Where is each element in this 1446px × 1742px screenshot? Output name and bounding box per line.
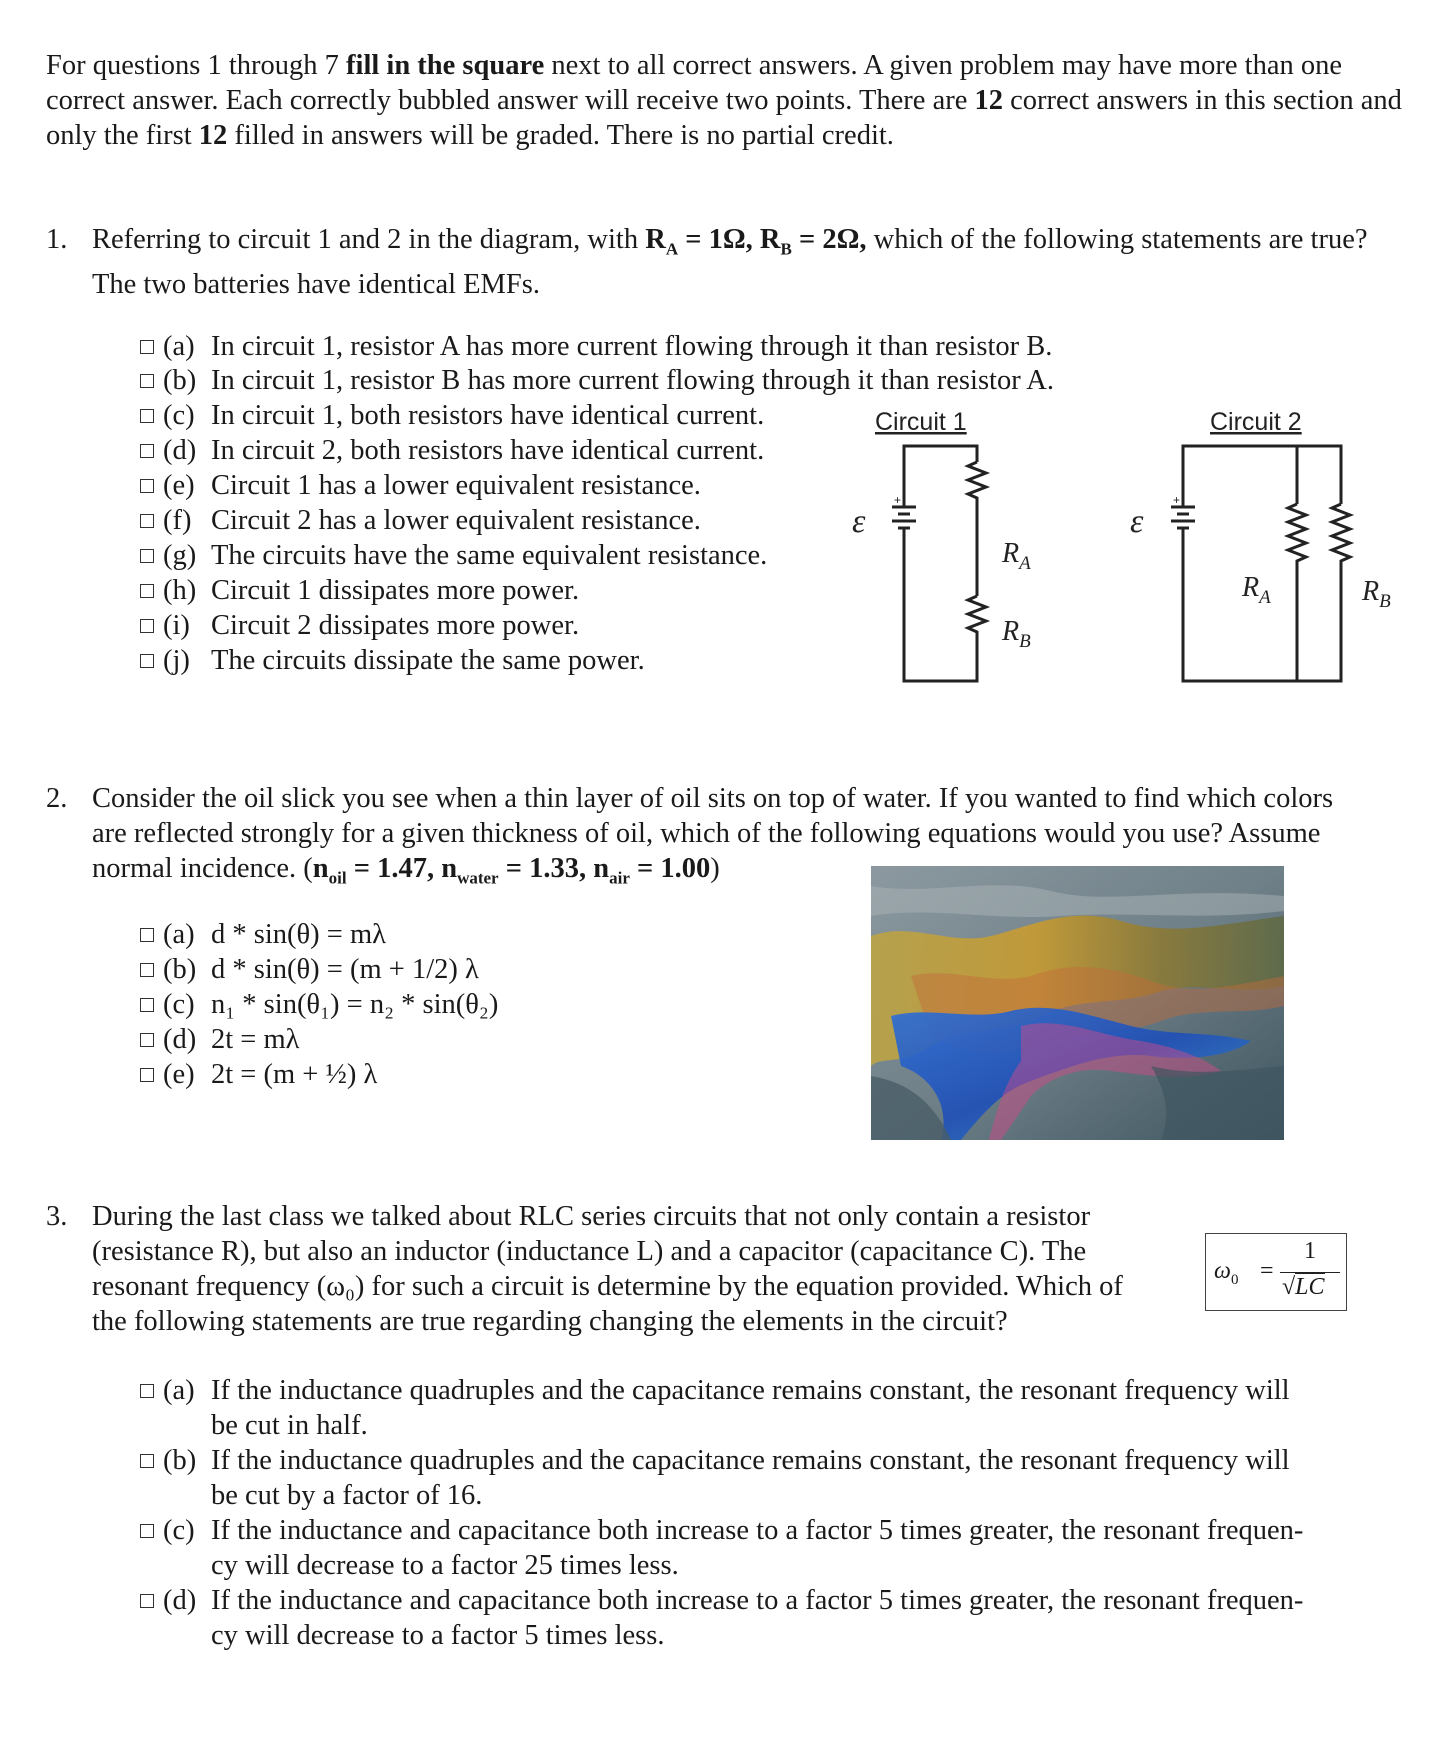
q1-option-d[interactable]	[140, 433, 764, 468]
checkbox-square[interactable]	[140, 374, 154, 388]
checkbox-square[interactable]	[140, 1524, 154, 1538]
svg-text:+: +	[1173, 493, 1181, 507]
resistor-b-circuit2	[1332, 504, 1350, 568]
option-text: n₁ * sin(θ₁) = n₂ * sin(θ₂)	[211, 989, 499, 1020]
formula-denominator: √LC	[1282, 1274, 1325, 1300]
formula-equals: =	[1260, 1258, 1274, 1284]
question-2-text-part: Consider the oil slick you see when a thin layer of oil sits on top of water. If you wanted to find which colors are reflected strongly for a given thickness of oil, which of the following equations would you use? Assume normal incidence. (	[92, 783, 1334, 884]
option-text: Circuit 1 dissipates more power.	[211, 575, 580, 606]
instructions-text: For questions 1 through 7	[46, 50, 347, 81]
n-air-value: = 1.00	[629, 853, 711, 884]
option-text: If the inductance and capacitance both increase to a factor 5 times greater, the resonant frequen-	[211, 1515, 1304, 1546]
question-3-number: 3.	[46, 1201, 68, 1232]
checkbox-square[interactable]	[140, 998, 154, 1012]
option-text: In circuit 1, resistor B has more current flowing through it than resistor A.	[211, 365, 1054, 396]
option-label: (b)	[163, 1445, 197, 1476]
label-ra-circuit1: $R_A$	[1002, 538, 1031, 574]
resistor-a-circuit2	[1288, 504, 1306, 568]
n-water-value: = 1.33,	[498, 853, 594, 884]
option-text: The circuits have the same equivalent resistance.	[211, 540, 768, 571]
n-oil-subscript: oil	[328, 868, 347, 888]
option-text: Circuit 2 has a lower equivalent resistance.	[211, 505, 701, 536]
checkbox-square[interactable]	[140, 1594, 154, 1608]
formula-lhs: $\omega_0$	[1214, 1258, 1239, 1288]
emf-symbol-circuit2: ε	[1130, 503, 1144, 540]
option-text: If the inductance and capacitance both increase to a factor 5 times greater, the resonant frequen-	[211, 1585, 1304, 1616]
option-label: (j)	[163, 645, 190, 676]
option-label: (g)	[163, 540, 197, 571]
n-air-subscript: air	[609, 868, 630, 888]
option-label: (c)	[163, 989, 195, 1020]
oil-slick-photo	[871, 866, 1284, 1140]
option-text: The circuits dissipate the same power.	[211, 645, 645, 676]
ra-subscript: A	[665, 239, 679, 259]
option-text-continued: cy will decrease to a factor 25 times less.	[211, 1550, 679, 1581]
checkbox-square[interactable]	[140, 584, 154, 598]
n-oil-value: = 1.47,	[346, 853, 442, 884]
question-1-text-part: which of the following statements are true? The two batteries have identical EMFs.	[92, 224, 1368, 300]
q1-option-h[interactable]	[140, 573, 579, 608]
option-text: 2t = (m + ½) λ	[211, 1059, 378, 1090]
q1-option-e[interactable]	[140, 468, 701, 503]
question-2-text-part: )	[710, 853, 720, 884]
option-label: (d)	[163, 1585, 197, 1616]
checkbox-square[interactable]	[140, 479, 154, 493]
question-2-number: 2.	[46, 783, 68, 814]
q2-option-c[interactable]	[140, 987, 498, 1022]
checkbox-square[interactable]	[140, 409, 154, 423]
rb-symbol: R	[759, 224, 781, 255]
resistor-a-circuit1	[968, 462, 986, 502]
q3-option-a[interactable]	[140, 1373, 1400, 1443]
option-label: (b)	[163, 365, 197, 396]
option-label: (i)	[163, 610, 190, 641]
option-text-continued: be cut by a factor of 16.	[211, 1480, 483, 1511]
instructions-text: filled in answers will be graded. There is no partial credit.	[227, 120, 894, 151]
instructions-text: next to all correct answers. A given problem may have more than one correct answer. Each correctly bubbled answer will receive two points. There are	[46, 50, 1343, 116]
option-label: (h)	[163, 575, 197, 606]
instructions-bold: 12	[974, 85, 1003, 116]
checkbox-square[interactable]	[140, 1068, 154, 1082]
option-text: d * sin(θ) = mλ	[211, 919, 386, 950]
emf-symbol-circuit1: ε	[852, 503, 866, 540]
option-text-continued: cy will decrease to a factor 5 times less.	[211, 1620, 665, 1651]
resonant-frequency-formula	[1205, 1233, 1347, 1311]
question-1-number: 1.	[46, 224, 68, 255]
option-label: (f)	[163, 505, 192, 536]
option-text: Circuit 2 dissipates more power.	[211, 610, 580, 641]
option-label: (e)	[163, 470, 195, 501]
option-text-continued: be cut in half.	[211, 1410, 368, 1441]
q1-option-j[interactable]	[140, 643, 645, 678]
checkbox-square[interactable]	[140, 549, 154, 563]
option-text: 2t = mλ	[211, 1024, 300, 1055]
q2-option-d[interactable]	[140, 1022, 299, 1057]
circuit-2-title: Circuit 2	[1210, 408, 1302, 436]
n-air-symbol: n	[593, 853, 610, 884]
q1-option-b[interactable]	[140, 363, 1054, 398]
q1-option-a[interactable]	[140, 329, 1052, 364]
label-rb-circuit2: $R_B$	[1362, 576, 1391, 612]
q3-option-c[interactable]	[140, 1513, 1400, 1583]
option-label: (d)	[163, 435, 197, 466]
checkbox-square[interactable]	[140, 1454, 154, 1468]
checkbox-square[interactable]	[140, 340, 154, 354]
option-text: If the inductance quadruples and the capacitance remains constant, the resonant frequency will	[211, 1445, 1290, 1476]
ra-symbol: R	[645, 224, 666, 255]
circuit-diagram	[810, 408, 1410, 700]
option-label: (d)	[163, 1024, 197, 1055]
option-text: In circuit 1, both resistors have identical current.	[211, 400, 765, 431]
q3-option-d[interactable]	[140, 1583, 1400, 1653]
formula-numerator: 1	[1304, 1238, 1316, 1264]
option-label: (c)	[163, 400, 195, 431]
checkbox-square[interactable]	[140, 928, 154, 942]
instructions-bold: 12	[198, 120, 228, 151]
option-text: Circuit 1 has a lower equivalent resistance.	[211, 470, 701, 501]
rb-subscript: B	[780, 239, 792, 259]
option-label: (a)	[163, 919, 195, 950]
question-1-text	[92, 222, 1392, 302]
ra-value: = 1Ω,	[678, 224, 760, 255]
q1-option-f[interactable]	[140, 503, 701, 538]
option-text: In circuit 1, resistor A has more current flowing through it than resistor B.	[211, 331, 1053, 362]
checkbox-square[interactable]	[140, 1384, 154, 1398]
label-ra-circuit2: $R_A$	[1242, 572, 1271, 608]
instructions-paragraph	[46, 48, 1406, 153]
option-label: (a)	[163, 331, 195, 362]
checkbox-square[interactable]	[140, 1033, 154, 1047]
option-text: In circuit 2, both resistors have identical current.	[211, 435, 765, 466]
option-label: (e)	[163, 1059, 195, 1090]
checkbox-square[interactable]	[140, 619, 154, 633]
checkbox-square[interactable]	[140, 514, 154, 528]
checkbox-square[interactable]	[140, 963, 154, 977]
question-1-text-part: Referring to circuit 1 and 2 in the diagram, with	[92, 224, 646, 255]
circuit-1-title: Circuit 1	[875, 408, 967, 436]
n-water-subscript: water	[457, 868, 499, 888]
q3-option-b[interactable]	[140, 1443, 1400, 1513]
option-label: (a)	[163, 1375, 195, 1406]
question-3-text: During the last class we talked about RLC series circuits that not only contain a resistor (resistance R), but also an inductor (inductance L) and a capacitor (capacitance C). The resonant frequency (ω₀) for such a circuit is determine by the equation provided. Which of the following statements are true regarding changing the elements in the circuit?	[92, 1201, 1123, 1337]
checkbox-square[interactable]	[140, 654, 154, 668]
rb-value: = 2Ω,	[791, 224, 867, 255]
option-text: d * sin(θ) = (m + 1/2) λ	[211, 954, 479, 985]
q1-option-g[interactable]	[140, 538, 767, 573]
q2-option-b[interactable]	[140, 952, 479, 987]
n-oil-symbol: n	[312, 853, 329, 884]
resistor-b-circuit1	[968, 596, 986, 644]
q1-option-i[interactable]	[140, 608, 579, 643]
option-label: (b)	[163, 954, 197, 985]
instructions-text: correct answers in this section and only the first	[46, 85, 1402, 151]
q2-option-e[interactable]	[140, 1057, 377, 1092]
svg-text:+: +	[894, 493, 902, 507]
option-text: If the inductance quadruples and the capacitance remains constant, the resonant frequency will	[211, 1375, 1290, 1406]
checkbox-square[interactable]	[140, 444, 154, 458]
label-rb-circuit1: $R_B$	[1002, 616, 1031, 652]
instructions-bold: fill in the square	[346, 50, 545, 81]
q1-option-c[interactable]	[140, 398, 764, 433]
n-water-symbol: n	[441, 853, 458, 884]
q2-option-a[interactable]	[140, 917, 386, 952]
option-label: (c)	[163, 1515, 195, 1546]
